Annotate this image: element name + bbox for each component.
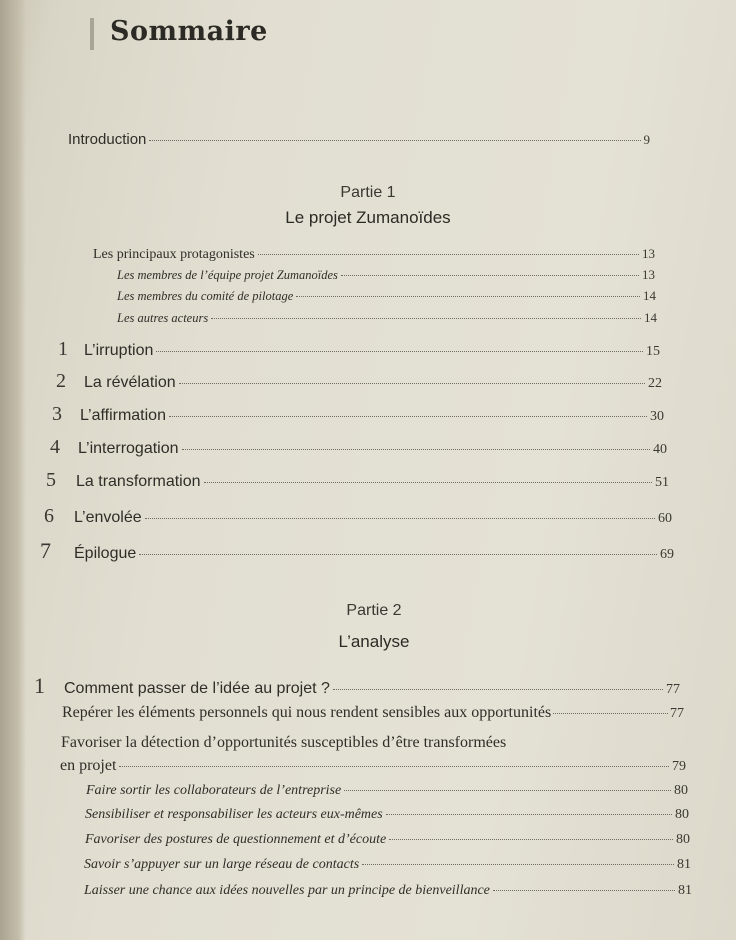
toc-leader [139, 554, 657, 555]
toc-leader [296, 296, 640, 297]
toc-page-number: 79 [672, 759, 686, 774]
toc-chapter [44, 505, 672, 528]
toc-page-number: 81 [677, 857, 691, 872]
toc-leader [119, 766, 669, 767]
toc-leader [156, 351, 643, 352]
toc-leader [333, 689, 663, 690]
toc-section-line1: Favoriser la détection d’opportunités susceptibles d’être transformées [61, 734, 507, 751]
chapter-title: L’envolée [74, 509, 142, 526]
toc-chapter [40, 538, 674, 564]
toc-leader [389, 839, 673, 840]
toc-leader [493, 890, 675, 891]
toc-page-number: 80 [675, 807, 689, 822]
chapter-number: 5 [46, 469, 56, 491]
chapter-number: 1 [58, 338, 68, 360]
toc-entry-label: Les membres du comité de pilotage [117, 289, 294, 303]
toc-leader [149, 140, 640, 141]
toc-leader [204, 482, 652, 483]
toc-entry-label: Sensibiliser et responsabiliser les acteurs eux-mêmes [85, 807, 383, 822]
toc-leader [169, 416, 647, 417]
toc-leader [145, 518, 655, 519]
toc-subentry [86, 783, 688, 799]
toc-page-number: 40 [653, 442, 667, 457]
toc-page-number: 80 [674, 783, 688, 798]
toc-entry-label: Repérer les éléments personnels qui nous rendent sensibles aux opportunités [62, 704, 552, 721]
toc-entry-label: Les membres de l’équipe projet Zumanoïdes [117, 268, 338, 282]
toc-leader [258, 254, 639, 255]
toc-page-number: 14 [643, 288, 656, 303]
page-title: Sommaire [110, 16, 268, 47]
toc-page-number: 13 [642, 267, 655, 282]
toc-leader [362, 864, 674, 865]
toc-page-number: 77 [666, 682, 680, 697]
toc-chapter [56, 370, 662, 393]
part1-label: Partie 1 [340, 184, 396, 201]
toc-chapter [46, 469, 669, 492]
toc-page-number: 30 [650, 409, 664, 424]
toc-leader [553, 713, 668, 714]
chapter-title: L’irruption [84, 342, 154, 359]
toc-page-number: 60 [658, 511, 672, 526]
toc-subentry [85, 832, 690, 848]
toc-page-number: 69 [660, 547, 674, 562]
toc-entry-label: Les principaux protagonistes [93, 247, 255, 262]
toc-chapter [50, 436, 667, 459]
toc-entry-label: Laisser une chance aux idées nouvelles par un principe de bienveillance [84, 883, 490, 898]
toc-subentry [85, 807, 689, 823]
toc-leader [211, 318, 641, 319]
chapter-number: 2 [56, 370, 66, 392]
part2-label: Partie 2 [346, 602, 402, 619]
toc-entry-label: Introduction [68, 131, 147, 148]
toc-page-number: 14 [644, 310, 657, 325]
toc-chapter [58, 338, 660, 361]
toc-subentry [117, 288, 656, 304]
toc-subentry [84, 883, 692, 899]
toc-subentry [117, 310, 657, 326]
book-spine [0, 0, 26, 940]
part2-title: L’analyse [338, 632, 410, 651]
toc-entry-label: en projet [60, 757, 117, 774]
toc-section [60, 757, 686, 775]
part1-title: Le projet Zumanoïdes [285, 208, 451, 227]
chapter-title: Comment passer de l’idée au projet ? [64, 680, 330, 697]
chapter-title: La révélation [84, 374, 176, 391]
toc-chapter [34, 673, 680, 699]
chapter-number: 3 [52, 403, 62, 425]
chapter-title: L’interrogation [78, 440, 179, 457]
toc-entry-label: Favoriser des postures de questionnement et d’écoute [85, 832, 387, 847]
toc-leader [179, 383, 645, 384]
title-accent-bar [90, 18, 94, 50]
toc-page-number: 15 [646, 344, 660, 359]
toc-page-number: 81 [678, 883, 692, 898]
toc-entry-label: Savoir s’appuyer sur un large réseau de contacts [84, 857, 360, 872]
toc-entry-label: Les autres acteurs [117, 311, 209, 325]
chapter-number: 7 [40, 538, 51, 563]
toc-page-number: 22 [648, 376, 662, 391]
toc-subentry [84, 857, 691, 873]
toc-section [62, 704, 684, 722]
toc-entry-introduction [68, 131, 650, 148]
chapter-number: 1 [34, 673, 45, 698]
toc-leader [182, 449, 650, 450]
toc-page-number: 9 [643, 132, 650, 147]
toc-page-number: 80 [676, 832, 690, 847]
toc-page-number: 77 [670, 706, 684, 721]
toc-subentry [117, 267, 655, 283]
chapter-title: La transformation [76, 473, 201, 490]
chapter-title: L’affirmation [80, 407, 166, 424]
chapter-title: Épilogue [74, 545, 137, 562]
toc-page-number: 51 [655, 475, 669, 490]
toc-page-number: 13 [642, 246, 655, 261]
chapter-number: 4 [50, 436, 60, 458]
toc-entry-label: Faire sortir les collaborateurs de l’entreprise [86, 783, 342, 798]
toc-entry-protagonists [93, 246, 655, 263]
toc-leader [341, 275, 639, 276]
toc-chapter [52, 403, 664, 426]
chapter-number: 6 [44, 505, 54, 527]
toc-leader [344, 790, 671, 791]
toc-leader [386, 814, 672, 815]
